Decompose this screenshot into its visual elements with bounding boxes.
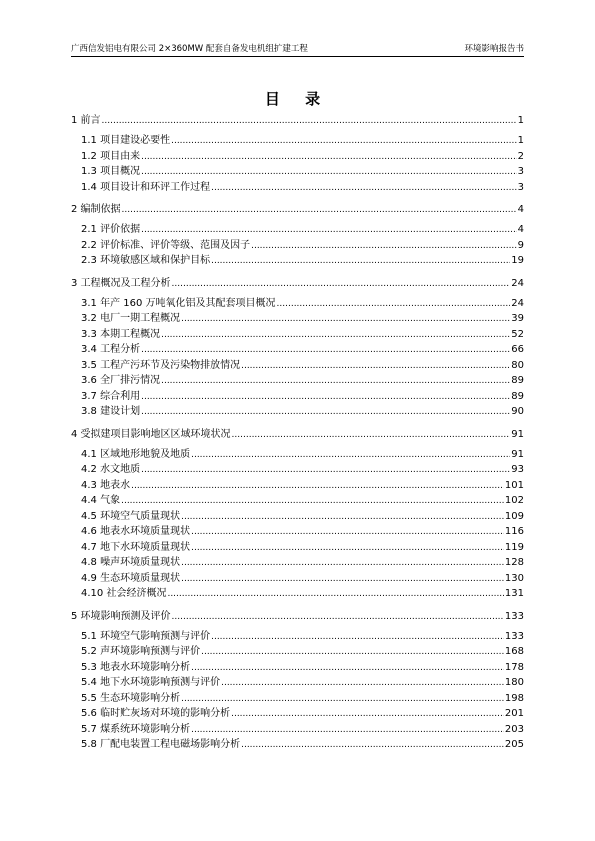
toc-section-entry[interactable]: [71, 676, 524, 690]
toc-entry-label: 5.6 临时贮灰场对环境的影响分析: [81, 708, 231, 719]
dot-leader: [191, 525, 504, 539]
toc-entry-page-number: 19: [511, 255, 524, 266]
toc-section-entry[interactable]: [71, 448, 524, 462]
toc-section-entry[interactable]: [71, 297, 524, 311]
toc-entry-label: 3.3 本期工程概况: [81, 328, 161, 340]
toc-entry-page-number: 89: [511, 390, 524, 402]
dot-leader: [191, 448, 510, 462]
toc-chapter-entry[interactable]: [71, 610, 524, 624]
dot-leader: [181, 556, 504, 570]
dot-leader: [231, 707, 504, 721]
toc-entry-label: 5.4 地下水环境影响预测与评价: [81, 677, 221, 688]
toc-entry-label: 3.4 工程分析: [81, 344, 141, 355]
toc-entry-page-number: 116: [504, 526, 524, 537]
dot-leader: [191, 723, 504, 737]
toc-entry-label: 4.7 地下水环境质量现状: [81, 541, 191, 553]
dot-leader: [122, 203, 517, 217]
dot-leader: [211, 254, 510, 268]
dot-leader: [191, 661, 504, 675]
toc-entry-page-number: 80: [511, 359, 524, 371]
toc-chapter-entry[interactable]: [71, 428, 524, 442]
toc-entry-label: 3 工程概况及工程分析: [71, 277, 171, 289]
toc-entry-page-number: 205: [504, 739, 524, 750]
toc-section-entry[interactable]: [71, 374, 524, 388]
dot-leader: [181, 312, 510, 326]
toc-entry-page-number: 4: [517, 204, 524, 215]
toc-entry-label: 4.4 气象: [81, 495, 121, 506]
toc-section-entry[interactable]: [71, 738, 524, 752]
toc-entry-page-number: 168: [504, 646, 524, 657]
toc-section-entry[interactable]: [71, 254, 524, 268]
dot-leader: [201, 645, 504, 659]
toc-entry-label: 1.3 项目概况: [81, 166, 141, 177]
toc-section-entry[interactable]: [71, 723, 524, 737]
toc-section-entry[interactable]: [71, 463, 524, 477]
toc-entry-label: 5.8 厂配电装置工程电磁场影响分析: [81, 739, 241, 750]
toc-entry-page-number: 9: [517, 239, 524, 251]
toc-entry-label: 4.6 地表水环境质量现状: [81, 526, 191, 537]
toc-entry-label: 3.2 电厂一期工程概况: [81, 313, 181, 324]
toc-entry-label: 1.1 项目建设必要性: [81, 135, 171, 146]
toc-section-entry[interactable]: [71, 390, 524, 404]
toc-entry-label: 4.9 生态环境质量现状: [81, 572, 181, 584]
toc-entry-label: 1.2 项目由来: [81, 150, 141, 162]
toc-entry-page-number: 203: [504, 723, 524, 735]
toc-section-entry[interactable]: [71, 572, 524, 586]
toc-entry-page-number: 39: [511, 313, 524, 324]
toc-entry-label: 3.8 建设计划: [81, 406, 141, 417]
dot-leader: [141, 165, 517, 179]
toc-entry-label: 4.8 噪声环境质量现状: [81, 557, 181, 568]
toc-entry-page-number: 1: [517, 115, 524, 126]
toc-section-entry[interactable]: [71, 661, 524, 675]
dot-leader: [141, 463, 510, 477]
dot-leader: [251, 239, 517, 253]
dot-leader: [141, 343, 510, 357]
toc-entry-label: 2.2 评价标准、评价等级、范围及因子: [81, 239, 251, 251]
toc-entry-page-number: 201: [504, 708, 524, 719]
dot-leader: [102, 114, 517, 128]
toc-section-entry[interactable]: [71, 587, 524, 601]
dot-leader: [161, 374, 510, 388]
dot-leader: [181, 510, 504, 524]
dot-leader: [121, 494, 504, 508]
dot-leader: [141, 150, 517, 164]
toc-entry-label: 5.5 生态环境影响分析: [81, 692, 181, 704]
dot-leader: [191, 541, 504, 555]
toc-entry-page-number: 133: [504, 610, 524, 622]
running-header: [71, 40, 524, 57]
dot-leader: [141, 223, 517, 237]
dot-leader: [211, 181, 517, 195]
toc-entry-label: 5 环境影响预测及评价: [71, 610, 171, 622]
toc-entry-page-number: 91: [511, 448, 524, 460]
toc-section-entry[interactable]: [71, 494, 524, 508]
toc-section-entry[interactable]: [71, 343, 524, 357]
toc-entry-label: 4.5 环境空气质量现状: [81, 510, 181, 522]
toc-entry-page-number: 102: [504, 495, 524, 506]
header-report-type: 环境影响报告书: [464, 44, 524, 54]
toc-section-entry[interactable]: [71, 692, 524, 706]
toc-entry-label: 5.1 环境空气影响预测与评价: [81, 630, 211, 642]
toc-entry-page-number: 89: [511, 375, 524, 386]
toc-entry-page-number: 131: [504, 588, 524, 599]
toc-entry-label: 3.1 年产 160 万吨氧化铝及其配套项目概况: [81, 297, 276, 309]
toc-entry-label: 2.3 环境敏感区域和保护目标: [81, 255, 211, 266]
toc-title: 目 录: [264, 90, 331, 108]
toc-entry-label: 4 受拟建项目影响地区区域环境状况: [71, 428, 231, 440]
toc-entry-page-number: 128: [504, 557, 524, 568]
toc-entry-label: 1.4 项目设计和环评工作过程: [81, 181, 211, 193]
toc-entry-page-number: 3: [517, 166, 524, 177]
toc-entry-page-number: 4: [517, 224, 524, 235]
toc-entry-label: 4.2 水文地质: [81, 464, 141, 475]
toc-entry-page-number: 91: [511, 428, 524, 440]
toc-entry-page-number: 2: [517, 150, 524, 162]
dot-leader: [232, 428, 511, 442]
toc-entry-label: 2 编制依据: [71, 204, 121, 215]
toc-entry-label: 3.6 全厂排污情况: [81, 375, 161, 386]
toc-entry-page-number: 109: [504, 510, 524, 522]
toc-entry-page-number: 198: [504, 692, 524, 704]
dot-leader: [131, 479, 504, 493]
toc-entry-page-number: 93: [511, 464, 524, 475]
toc-section-entry[interactable]: [71, 479, 524, 493]
toc-section-entry[interactable]: [71, 165, 524, 179]
toc-entry-page-number: 1: [517, 135, 524, 146]
toc-section-entry[interactable]: [71, 181, 524, 195]
dot-leader: [181, 692, 504, 706]
toc-entry-label: 5.3 地表水环境影响分析: [81, 661, 191, 673]
toc-entry-label: 4.10 社会经济概况: [81, 588, 167, 599]
toc-entry-page-number: 180: [504, 677, 524, 688]
dot-leader: [172, 277, 511, 291]
toc-section-entry[interactable]: [71, 312, 524, 326]
toc-entry-label: 5.7 煤系统环境影响分析: [81, 723, 191, 735]
toc-entry-page-number: 24: [511, 297, 524, 309]
toc-entry-label: 1 前言: [71, 115, 101, 126]
toc-entry-page-number: 90: [511, 406, 524, 417]
toc-section-entry[interactable]: [71, 630, 524, 644]
toc-chapter-entry[interactable]: [71, 114, 524, 128]
dot-leader: [211, 630, 504, 644]
toc-section-entry[interactable]: [71, 150, 524, 164]
toc-entry-page-number: 24: [511, 277, 524, 289]
toc-section-entry[interactable]: [71, 645, 524, 659]
toc-entry-page-number: 133: [504, 630, 524, 642]
toc-section-entry[interactable]: [71, 223, 524, 237]
toc-entry-page-number: 66: [511, 344, 524, 355]
toc-entry-page-number: 52: [511, 328, 524, 340]
toc-entry-page-number: 119: [504, 541, 524, 553]
toc-section-entry[interactable]: [71, 134, 524, 148]
toc-entry-page-number: 101: [504, 479, 524, 491]
toc-entry-page-number: 178: [504, 661, 524, 673]
dot-leader: [241, 359, 510, 373]
toc-section-entry[interactable]: [71, 328, 524, 342]
dot-leader: [161, 328, 510, 342]
toc-entry-label: 2.1 评价依据: [81, 224, 141, 235]
toc-entry-label: 3.5 工程产污环节及污染物排放情况: [81, 359, 241, 371]
toc-section-entry[interactable]: [71, 541, 524, 555]
dot-leader: [277, 297, 511, 311]
toc-entry-page-number: 3: [517, 181, 524, 193]
dot-leader: [221, 676, 504, 690]
dot-leader: [172, 610, 504, 624]
toc-section-entry[interactable]: [71, 405, 524, 419]
toc-entry-label: 4.3 地表水: [81, 479, 131, 491]
toc-chapter-entry[interactable]: [71, 203, 524, 217]
dot-leader: [181, 572, 504, 586]
dot-leader: [171, 134, 517, 148]
toc-section-entry[interactable]: [71, 510, 524, 524]
toc-chapter-entry[interactable]: [71, 277, 524, 291]
dot-leader: [141, 405, 510, 419]
dot-leader: [167, 587, 503, 601]
toc-section-entry[interactable]: [71, 556, 524, 570]
toc-section-entry[interactable]: [71, 707, 524, 721]
dot-leader: [241, 738, 504, 752]
toc-entry-label: 5.2 声环境影响预测与评价: [81, 646, 201, 657]
toc-entry-label: 4.1 区域地形地貌及地质: [81, 448, 191, 460]
toc-entry-label: 3.7 综合利用: [81, 390, 141, 402]
toc-section-entry[interactable]: [71, 239, 524, 253]
dot-leader: [141, 390, 510, 404]
toc-section-entry[interactable]: [71, 359, 524, 373]
toc-section-entry[interactable]: [71, 525, 524, 539]
header-project-title: 广西信发铝电有限公司 2×360MW 配套自备发电机组扩建工程: [71, 44, 308, 54]
toc-entry-page-number: 130: [504, 572, 524, 584]
